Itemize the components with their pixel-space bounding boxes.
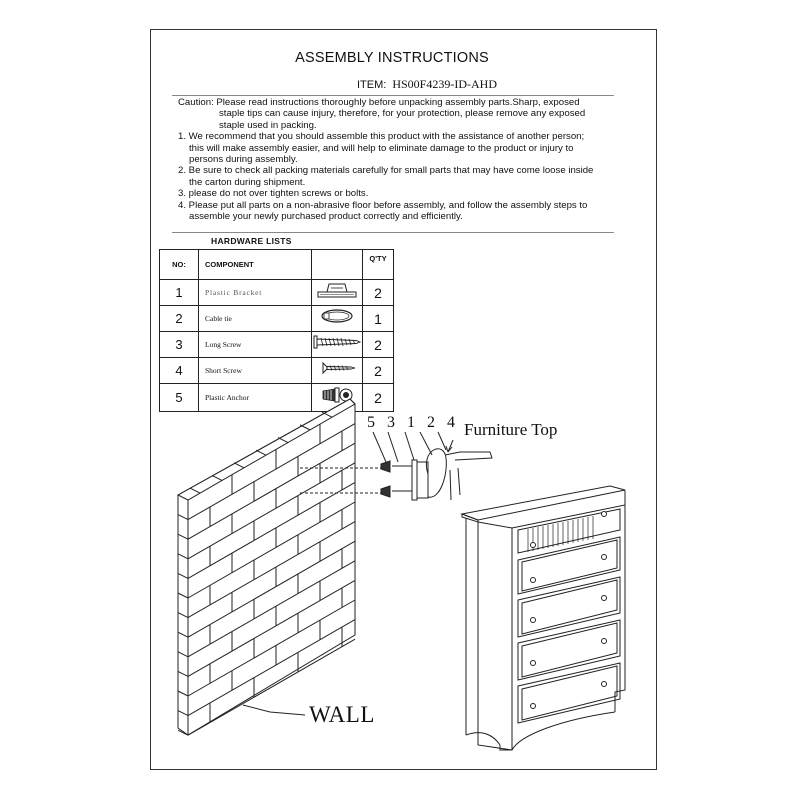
page-title: ASSEMBLY INSTRUCTIONS (295, 50, 489, 66)
row-component: Plastic Bracket (199, 280, 312, 306)
row-component: Long Screw (199, 332, 312, 358)
col-qty-header: Q'TY (363, 250, 394, 280)
row-number: 2 (160, 306, 199, 332)
step-1-line: 1. We recommend that you should assemble this product with the assistance of another person; (178, 131, 585, 143)
chest-of-drawers-illustration (462, 486, 625, 750)
row-component: Cable tie (199, 306, 312, 332)
item-code: HS00F4239-ID-AHD (392, 77, 498, 91)
col-no-header: NO: (160, 250, 199, 280)
step-4-line: assemble your newly purchased product correctly and efficiently. (189, 211, 463, 223)
caution-line: staple tips can cause injury, therefore, for your protection, please remove any exposed (219, 108, 586, 120)
furniture-top-label: Furniture Top (464, 420, 558, 439)
wall-label-leader (243, 705, 305, 715)
row-number: 3 (160, 332, 199, 358)
row-qty: 1 (363, 306, 394, 332)
step-1-line: persons during assembly. (189, 154, 298, 166)
hardware-list-title: HARDWARE LISTS (211, 236, 292, 246)
row-component: Plastic Anchor (199, 384, 312, 412)
step-4-line: 4. Please put all parts on a non-abrasive floor before assembly, and follow the assembly steps to (178, 199, 588, 211)
step-2-line: the carton during shipment. (189, 176, 306, 188)
caution-line: staple used in packing. (219, 119, 317, 131)
row-number: 4 (160, 358, 199, 384)
step-1-line: this will make assembly easier, and will help to eliminate damage to the product or injury to (189, 142, 574, 154)
step-3-line: 3. please do not over tighten screws or bolts. (178, 188, 369, 200)
col-component-header: COMPONENT (199, 250, 312, 280)
caution-line: Caution: Please read instructions thoroughly before unpacking assembly parts.Sharp, exposed (178, 97, 580, 108)
step-2-line: 2. Be sure to check all packing materials carefully for small parts that may have come loose inside (178, 165, 594, 177)
brick-wall-illustration (178, 399, 355, 735)
wall-label: WALL (309, 702, 375, 727)
row-component: Short Screw (199, 358, 312, 384)
hardware-exploded-view (373, 432, 492, 500)
row-qty: 2 (363, 384, 394, 412)
row-number: 5 (160, 384, 199, 412)
part-number-callouts: 5 3 1 2 4 (367, 414, 459, 431)
row-qty: 2 (363, 332, 394, 358)
row-qty: 2 (363, 280, 394, 306)
row-number: 1 (160, 280, 199, 306)
row-qty: 2 (363, 358, 394, 384)
item-label: ITEM: (357, 79, 387, 91)
